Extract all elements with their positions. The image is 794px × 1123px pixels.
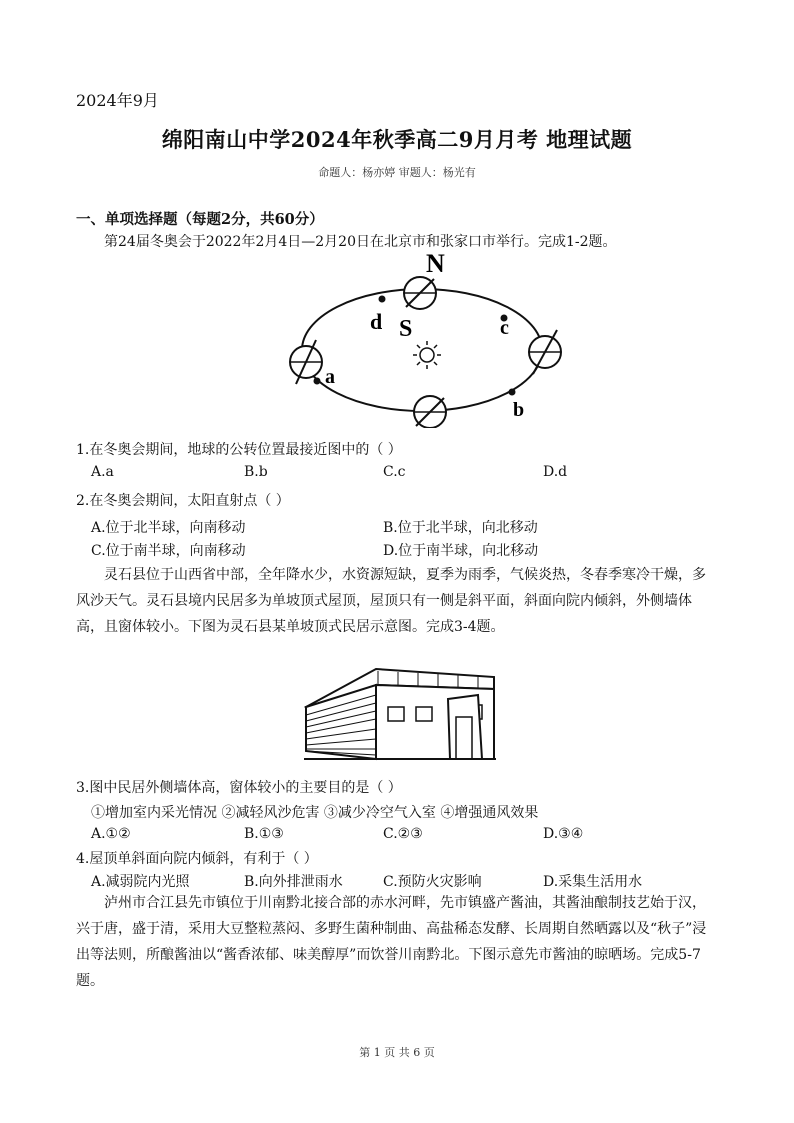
sun-icon [413,341,441,369]
earth-bottom [414,396,446,428]
intro-paragraph-2: 灵石县位于山西省中部，全年降水少，水资源短缺，夏季为雨季，气候炎热，冬春季寒冷干燥，多风沙天气。灵石县境内民居多为单坡顶式屋顶，屋顶只有一侧是斜平面，斜面向院内倾斜，外侧墙体高，且窗体较小。下图为灵石县某单坡顶式民居示意图。完成3-4题。 [76,567,706,635]
intro-paragraph-1: 第24届冬奥会于2022年2月4日—2月20日在北京市和张家口市举行。完成1-2题。 [104,234,617,250]
intro-paragraph-3: 泸州市合江县先市镇位于川南黔北接合部的赤水河畔，先市镇盛产酱油，其酱油酿制技艺始于汉，兴于唐，盛于清，采用大豆整粒蒸闷、多野生菌种制曲、高盐稀态发酵、长周期自然晒露以及“秋子”浸出等法则，所酿酱油以“酱香浓郁、味美醇厚”而饮誉川南黔北。下图示意先市酱油的晾晒场。完成5-7题。 [76,895,707,989]
orbit-diagram [270,248,580,428]
q2-option-a: A.位于北半球，向南移动 [91,520,246,536]
exam-title: 绵阳南山中学2024年秋季高二9月月考 地理试题 [161,127,633,152]
q4-option-d: D.采集生活用水 [543,874,643,890]
q3-option-d: D.③④ [543,826,584,842]
q1-option-b: B.b [244,464,268,480]
earth-top [404,277,436,309]
q3-option-c: C.②③ [383,826,423,842]
section-heading: 一、单项选择题（每题2分，共60分） [76,211,324,228]
q1-option-c: C.c [383,464,406,480]
point-d [379,296,386,303]
point-b [509,389,516,396]
label-b: b [513,399,525,421]
q3-option-a: A.①② [91,826,131,842]
house-illustration [298,655,498,767]
q2-option-b: B.位于北半球，向北移动 [383,520,538,536]
q2-stem: 2.在冬奥会期间，太阳直射点（ ） [76,493,290,509]
earth-right [529,330,561,374]
page-footer: 第 1 页 共 6 页 [359,1046,435,1059]
label-d: d [370,309,383,334]
q2-option-d: D.位于南半球，向北移动 [383,543,539,559]
label-a: a [325,366,335,388]
q4-option-a: A.减弱院内光照 [91,874,190,890]
exam-authors: 命题人：杨亦婷 审题人：杨光有 [318,166,476,179]
q3-option-b: B.①③ [244,826,284,842]
earth-left [290,340,322,384]
q4-option-c: C.预防火灾影响 [383,874,482,890]
label-c: c [500,317,509,339]
q1-stem: 1.在冬奥会期间，地球的公转位置最接近图中的（ ） [76,442,402,458]
q1-option-a: A.a [91,464,114,480]
label-n: N [426,249,445,278]
q2-option-c: C.位于南半球，向南移动 [91,543,246,559]
exam-date: 2024年9月 [76,91,159,110]
q3-items: ①增加室内采光情况 ②减轻风沙危害 ③减少冷空气入室 ④增强通风效果 [91,805,539,821]
q1-option-d: D.d [543,464,568,480]
q4-option-b: B.向外排泄雨水 [244,874,343,890]
q4-stem: 4.屋顶单斜面向院内倾斜，有利于（ ） [76,851,318,867]
label-s: S [399,316,413,342]
q3-stem: 3.图中民居外侧墙体高，窗体较小的主要目的是（ ） [76,780,402,796]
point-a [314,378,321,385]
